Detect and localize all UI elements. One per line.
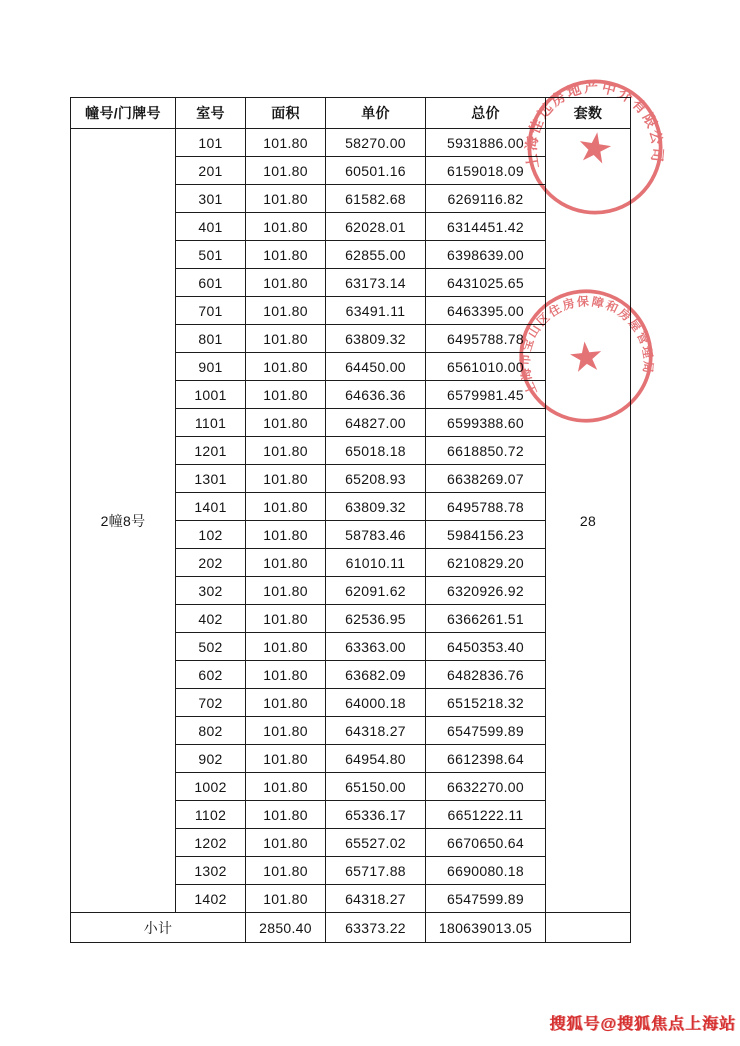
room-cell: 1001 — [176, 381, 246, 409]
total-price-cell: 6547599.89 — [426, 885, 546, 913]
subtotal-total-price: 180639013.05 — [426, 913, 546, 943]
sohu-watermark: 搜狐号@搜狐焦点上海站 — [549, 1016, 736, 1033]
seal-arc-text: 上海市宝山区住房保障和房屋管理局 — [518, 294, 656, 397]
room-cell: 1201 — [176, 437, 246, 465]
unit-price-cell: 63363.00 — [326, 633, 426, 661]
room-cell: 1102 — [176, 801, 246, 829]
unit-price-cell: 65018.18 — [326, 437, 426, 465]
unit-price-cell: 64318.27 — [326, 885, 426, 913]
room-cell: 501 — [176, 241, 246, 269]
unit-price-cell: 60501.16 — [326, 157, 426, 185]
area-cell: 101.80 — [246, 801, 326, 829]
seal-arc-text: 上海佳远房地产中介有限公司 — [522, 78, 667, 170]
area-cell: 101.80 — [246, 213, 326, 241]
total-price-cell: 6561010.00 — [426, 353, 546, 381]
subtotal-empty-cell — [546, 913, 631, 943]
unit-price-cell: 64450.00 — [326, 353, 426, 381]
col-header-total-price: 总价 — [426, 98, 546, 129]
area-cell: 101.80 — [246, 325, 326, 353]
room-cell: 502 — [176, 633, 246, 661]
unit-count-cell: 28 — [546, 129, 631, 913]
room-cell: 202 — [176, 549, 246, 577]
total-price-cell: 6690080.18 — [426, 857, 546, 885]
subtotal-unit-price: 63373.22 — [326, 913, 426, 943]
total-price-cell: 5931886.00 — [426, 129, 546, 157]
col-header-unit-price: 单价 — [326, 98, 426, 129]
total-price-cell: 6579981.45 — [426, 381, 546, 409]
total-price-cell: 6495788.78 — [426, 493, 546, 521]
area-cell: 101.80 — [246, 465, 326, 493]
room-cell: 1002 — [176, 773, 246, 801]
area-cell: 101.80 — [246, 521, 326, 549]
total-price-cell: 5984156.23 — [426, 521, 546, 549]
area-cell: 101.80 — [246, 857, 326, 885]
area-cell: 101.80 — [246, 269, 326, 297]
area-cell: 101.80 — [246, 633, 326, 661]
area-cell: 101.80 — [246, 661, 326, 689]
area-cell: 101.80 — [246, 185, 326, 213]
room-cell: 702 — [176, 689, 246, 717]
room-cell: 1302 — [176, 857, 246, 885]
room-cell: 201 — [176, 157, 246, 185]
unit-price-cell: 64000.18 — [326, 689, 426, 717]
price-table — [70, 97, 631, 943]
room-cell: 102 — [176, 521, 246, 549]
room-cell: 1202 — [176, 829, 246, 857]
unit-price-cell: 63173.14 — [326, 269, 426, 297]
room-cell: 901 — [176, 353, 246, 381]
unit-price-cell: 65527.02 — [326, 829, 426, 857]
area-cell: 101.80 — [246, 157, 326, 185]
room-cell: 802 — [176, 717, 246, 745]
unit-price-cell: 65336.17 — [326, 801, 426, 829]
total-price-cell: 6632270.00 — [426, 773, 546, 801]
area-cell: 101.80 — [246, 297, 326, 325]
area-cell: 101.80 — [246, 409, 326, 437]
room-cell: 101 — [176, 129, 246, 157]
area-cell: 101.80 — [246, 745, 326, 773]
total-price-cell: 6495788.78 — [426, 325, 546, 353]
unit-price-cell: 62536.95 — [326, 605, 426, 633]
total-price-cell: 6398639.00 — [426, 241, 546, 269]
unit-price-cell: 65150.00 — [326, 773, 426, 801]
area-cell: 101.80 — [246, 577, 326, 605]
unit-price-cell: 65208.93 — [326, 465, 426, 493]
room-cell: 902 — [176, 745, 246, 773]
unit-price-cell: 62091.62 — [326, 577, 426, 605]
total-price-cell: 6515218.32 — [426, 689, 546, 717]
total-price-cell: 6431025.65 — [426, 269, 546, 297]
unit-price-cell: 61010.11 — [326, 549, 426, 577]
unit-price-cell: 65717.88 — [326, 857, 426, 885]
total-price-cell: 6547599.89 — [426, 717, 546, 745]
star-icon: ★ — [572, 122, 617, 174]
col-header-unit-count: 套数 — [546, 98, 631, 129]
area-cell: 101.80 — [246, 381, 326, 409]
unit-price-cell: 64954.80 — [326, 745, 426, 773]
room-cell: 1301 — [176, 465, 246, 493]
unit-price-cell: 62028.01 — [326, 213, 426, 241]
room-cell: 301 — [176, 185, 246, 213]
total-price-cell: 6638269.07 — [426, 465, 546, 493]
total-price-cell: 6314451.42 — [426, 213, 546, 241]
unit-price-cell: 64636.36 — [326, 381, 426, 409]
unit-price-cell: 64318.27 — [326, 717, 426, 745]
area-cell: 101.80 — [246, 129, 326, 157]
total-price-cell: 6450353.40 — [426, 633, 546, 661]
subtotal-label: 小计 — [71, 913, 246, 943]
total-price-cell: 6482836.76 — [426, 661, 546, 689]
total-price-cell: 6599388.60 — [426, 409, 546, 437]
area-cell: 101.80 — [246, 885, 326, 913]
room-cell: 801 — [176, 325, 246, 353]
total-price-cell: 6612398.64 — [426, 745, 546, 773]
room-cell: 601 — [176, 269, 246, 297]
room-cell: 602 — [176, 661, 246, 689]
unit-price-cell: 62855.00 — [326, 241, 426, 269]
building-cell: 2幢8号 — [71, 129, 176, 913]
total-price-cell: 6670650.64 — [426, 829, 546, 857]
total-price-cell: 6159018.09 — [426, 157, 546, 185]
total-price-cell: 6210829.20 — [426, 549, 546, 577]
area-cell: 101.80 — [246, 829, 326, 857]
area-cell: 101.80 — [246, 773, 326, 801]
total-price-cell: 6320926.92 — [426, 577, 546, 605]
area-cell: 101.80 — [246, 493, 326, 521]
total-price-cell: 6366261.51 — [426, 605, 546, 633]
col-header-building: 幢号/门牌号 — [71, 98, 176, 129]
col-header-area: 面积 — [246, 98, 326, 129]
area-cell: 101.80 — [246, 241, 326, 269]
unit-price-cell: 64827.00 — [326, 409, 426, 437]
room-cell: 401 — [176, 213, 246, 241]
col-header-room: 室号 — [176, 98, 246, 129]
unit-price-cell: 63682.09 — [326, 661, 426, 689]
room-cell: 1402 — [176, 885, 246, 913]
unit-price-cell: 58270.00 — [326, 129, 426, 157]
unit-price-cell: 63809.32 — [326, 493, 426, 521]
unit-price-cell: 63491.11 — [326, 297, 426, 325]
area-cell: 101.80 — [246, 717, 326, 745]
room-cell: 302 — [176, 577, 246, 605]
star-icon: ★ — [565, 332, 607, 382]
room-cell: 402 — [176, 605, 246, 633]
subtotal-row — [71, 913, 631, 943]
area-cell: 101.80 — [246, 689, 326, 717]
unit-price-cell: 63809.32 — [326, 325, 426, 353]
header-row — [71, 98, 631, 129]
total-price-cell: 6651222.11 — [426, 801, 546, 829]
total-price-cell: 6463395.00 — [426, 297, 546, 325]
total-price-cell: 6269116.82 — [426, 185, 546, 213]
area-cell: 101.80 — [246, 437, 326, 465]
area-cell: 101.80 — [246, 605, 326, 633]
unit-price-cell: 61582.68 — [326, 185, 426, 213]
room-cell: 1101 — [176, 409, 246, 437]
area-cell: 101.80 — [246, 353, 326, 381]
table-row — [71, 129, 631, 157]
subtotal-area: 2850.40 — [246, 913, 326, 943]
room-cell: 701 — [176, 297, 246, 325]
room-cell: 1401 — [176, 493, 246, 521]
unit-price-cell: 58783.46 — [326, 521, 426, 549]
area-cell: 101.80 — [246, 549, 326, 577]
total-price-cell: 6618850.72 — [426, 437, 546, 465]
